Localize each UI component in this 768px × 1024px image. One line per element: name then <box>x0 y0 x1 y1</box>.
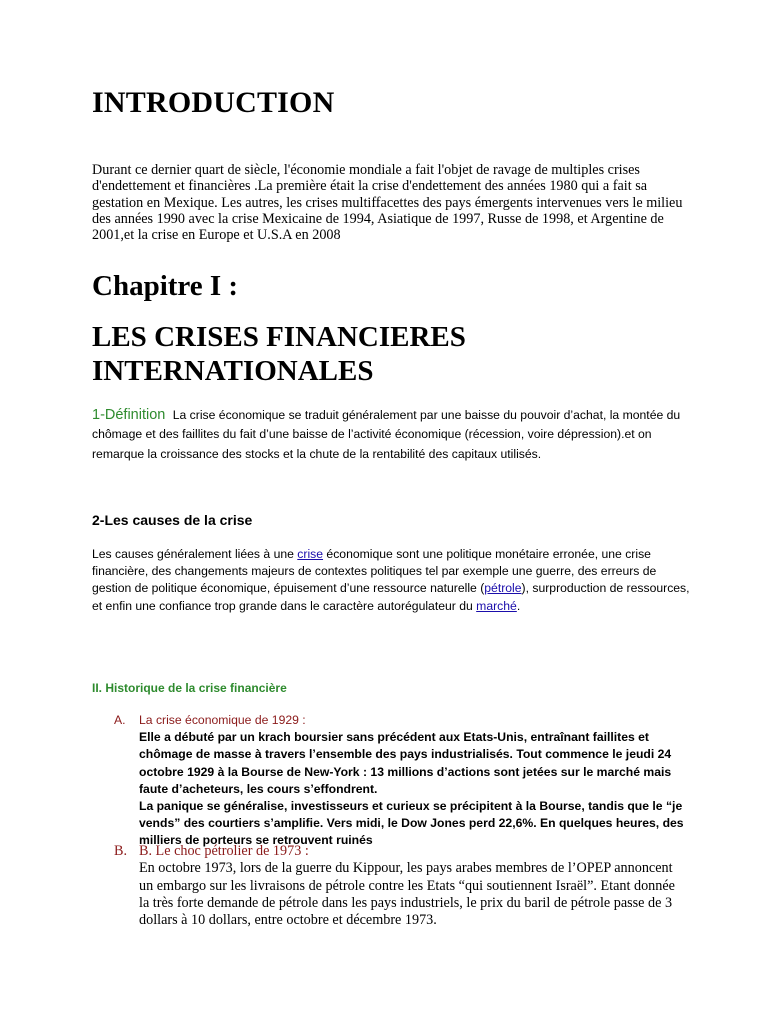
causes-text-3: ), surproduction de ressources, et enfin une confiance trop grande dans le caractère autorégulateur du <box>92 581 690 613</box>
causes-paragraph <box>92 546 692 615</box>
chapter-heading: Chapitre I : <box>92 270 239 302</box>
section-b-marker: B. <box>114 843 128 859</box>
crise-link[interactable]: crise <box>297 547 324 561</box>
section-a-body-2: La panique se généralise, investisseurs et curieux se précipitent à la Bourse, tandis que le “je vends” des courtiers s’amplifie. Vers midi, le Dow Jones perd 22,6%. En quelques heures, des milliers de porteurs se retrouvent ruinés <box>139 799 684 848</box>
definition-paragraph <box>92 406 692 464</box>
causes-text-1: Les causes généralement liées à une <box>92 547 298 561</box>
introduction-heading: INTRODUCTION <box>92 86 335 119</box>
section-a-marker: A. <box>114 713 126 727</box>
causes-text-4: . <box>516 598 521 613</box>
definition-text: La crise économique se traduit généralement par une baisse du pouvoir d’achat, la montée du chômage et des faillites du fait d’une baisse de l’activité économique (récession, voire dépression).et on remarque la croissance des stocks et la chute de la rentabilité des capitaux utilisés. <box>92 408 681 461</box>
marche-link[interactable]: marché <box>476 598 517 613</box>
section-a-title: La crise économique de 1929 : <box>139 713 306 727</box>
section-b <box>114 843 684 929</box>
introduction-paragraph: Durant ce dernier quart de siècle, l'économie mondiale a fait l'objet de ravage de multiples crises d'endettement et financières .La première était la crise d'endettement des années 1980 qui a fait sa gestation en Mexique. Les autres, les crises multiffacettes des pays émergents intervenues vers le milieu des années 1990 avec la crise Mexicaine de 1994, Asiatique de 1997, Russe de 1998, et Argentine de 2001,et la crise en Europe et U.S.A en 2008 <box>92 162 683 244</box>
chapter-title: LES CRISES FINANCIERES INTERNATIONALES <box>92 321 466 387</box>
section-b-title: B. Le choc pétrolier de 1973 : <box>139 843 309 859</box>
historique-heading: II. Historique de la crise financière <box>92 681 287 695</box>
petrole-link[interactable]: pétrole <box>484 581 522 596</box>
definition-label: 1-Définition <box>92 407 166 423</box>
causes-heading: 2-Les causes de la crise <box>92 512 253 528</box>
section-b-body: En octobre 1973, lors de la guerre du Kippour, les pays arabes membres de l’OPEP annoncent un embargo sur les livraisons de pétrole contre les Etats “qui soutiennent Israël”. Etant donnée la très forte demande de pétrole dans les pays industriels, le prix du baril de pétrole passe de 3 dollars à 10 dollars, entre octobre et décembre 1973. <box>139 860 675 929</box>
section-a <box>114 712 684 850</box>
causes-text-2: économique sont une politique monétaire erronée, une crise financière, des changements majeurs de contextes politiques tel par exemple une guerre, des erreurs de gestion de politique économique, épuisement d’une ressource naturelle ( <box>92 547 657 596</box>
section-a-body-1: Elle a débuté par un krach boursier sans précédent aux Etats-Unis, entraînant faillites et chômage de masse à travers l’ensemble des pays industrialisés. Tout commence le jeudi 24 octobre 1929 à la Bourse de New-York : 13 millions d’actions sont jetées sur le marché mais faute d’acheteurs, les cours s’effondrent. <box>139 730 672 796</box>
section-a-title-line <box>114 712 684 729</box>
section-b-title-line <box>114 843 684 860</box>
